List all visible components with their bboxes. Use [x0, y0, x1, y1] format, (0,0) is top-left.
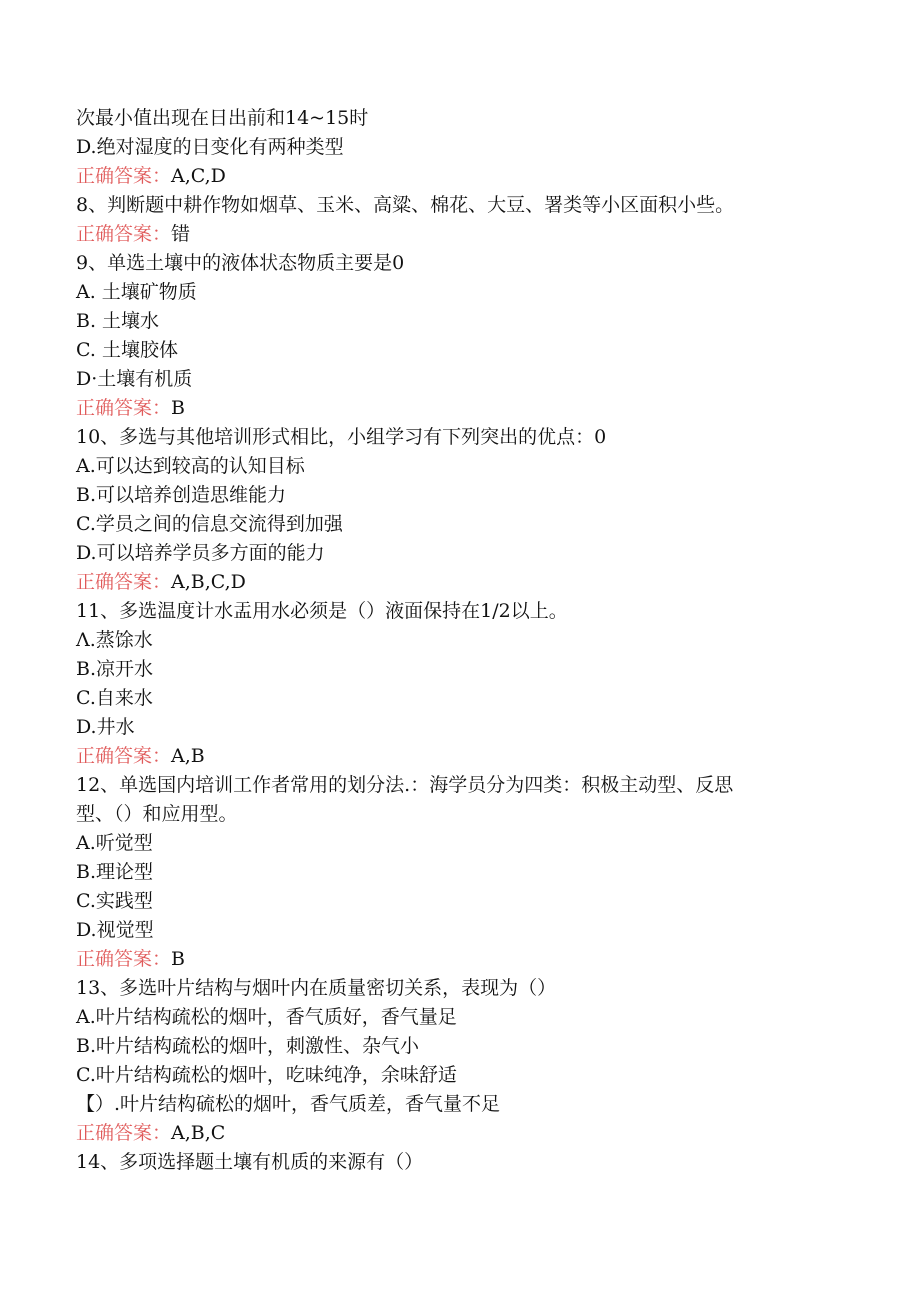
answer-line — [76, 394, 876, 423]
answer-label: 正确答案： — [76, 1122, 172, 1144]
question-line: 11、多选温度计水盂用水必须是（）液面保持在1/2以上。 — [76, 600, 568, 622]
answer-label: 正确答案： — [76, 571, 172, 593]
answer-line — [76, 742, 876, 771]
question-line: 12、单选国内培训工作者常用的划分法.：海学员分为四类：积极主动型、反思 — [76, 774, 734, 796]
answer-line — [76, 945, 876, 974]
question-text-line: 次最小值出现在日出前和14~15时 — [76, 107, 369, 129]
option-line: B.理论型 — [76, 861, 154, 883]
option-line: D.视觉型 — [76, 919, 154, 941]
option-line: D.可以培养学员多方面的能力 — [76, 542, 325, 564]
answer-label: 正确答案： — [76, 223, 172, 245]
option-line: D.绝对湿度的日变化有两种类型 — [76, 136, 344, 158]
option-line: A. 土壤矿物质 — [76, 281, 197, 303]
option-line: A.听觉型 — [76, 832, 153, 854]
question-line: 13、多选叶片结构与烟叶内在质量密切关系，表现为（） — [76, 977, 557, 999]
question-line: 14、多项选择题土壤有机质的来源有（） — [76, 1151, 424, 1173]
answer-value: A,B — [171, 745, 205, 767]
question-line: 9、单选土壤中的液体状态物质主要是0 — [76, 252, 405, 274]
answer-label: 正确答案： — [76, 948, 172, 970]
question-line-continued: 型、（）和应用型。 — [76, 803, 238, 825]
answer-value: B — [171, 397, 185, 419]
option-line: C.实践型 — [76, 890, 153, 912]
answer-value: A,B,C,D — [171, 571, 246, 593]
answer-value: 错 — [171, 223, 191, 245]
option-line: B.凉开水 — [76, 658, 154, 680]
answer-line — [76, 220, 876, 249]
answer-line — [76, 162, 876, 191]
option-line: 【）.叶片结构硫松的烟叶，香气质差，香气量不足 — [76, 1093, 501, 1115]
answer-label: 正确答案： — [76, 165, 172, 187]
option-line: A.叶片结构疏松的烟叶，香气质好，香气量足 — [76, 1006, 457, 1028]
option-line: B.可以培养创造思维能力 — [76, 484, 287, 506]
option-line: B.叶片结构疏松的烟叶，刺激性、杂气小 — [76, 1035, 420, 1057]
option-line: A.可以达到较高的认知目标 — [76, 455, 305, 477]
option-line: D·土壤有机质 — [76, 368, 193, 390]
answer-label: 正确答案： — [76, 397, 172, 419]
option-line: Λ.蒸馀水 — [76, 629, 153, 651]
answer-line — [76, 568, 876, 597]
option-line: D.井水 — [76, 716, 135, 738]
answer-value: B — [171, 948, 185, 970]
answer-label: 正确答案： — [76, 745, 172, 767]
option-line: C.叶片结构疏松的烟叶，吃味纯净，余味舒适 — [76, 1064, 457, 1086]
question-line: 8、判断题中耕作物如烟草、玉米、高粱、棉花、大豆、署类等小区面积小些。 — [76, 194, 735, 216]
answer-value: A,C,D — [171, 165, 226, 187]
option-line: C.自来水 — [76, 687, 153, 709]
question-line: 10、多选与其他培训形式相比，小组学习有下列突出的优点：0 — [76, 426, 607, 448]
answer-value: A,B,C — [171, 1122, 226, 1144]
option-line: C.学员之间的信息交流得到加强 — [76, 513, 343, 535]
option-line: B. 土壤水 — [76, 310, 160, 332]
answer-line — [76, 1119, 876, 1148]
option-line: C. 土壤胶体 — [76, 339, 178, 361]
document-page — [76, 104, 876, 1177]
